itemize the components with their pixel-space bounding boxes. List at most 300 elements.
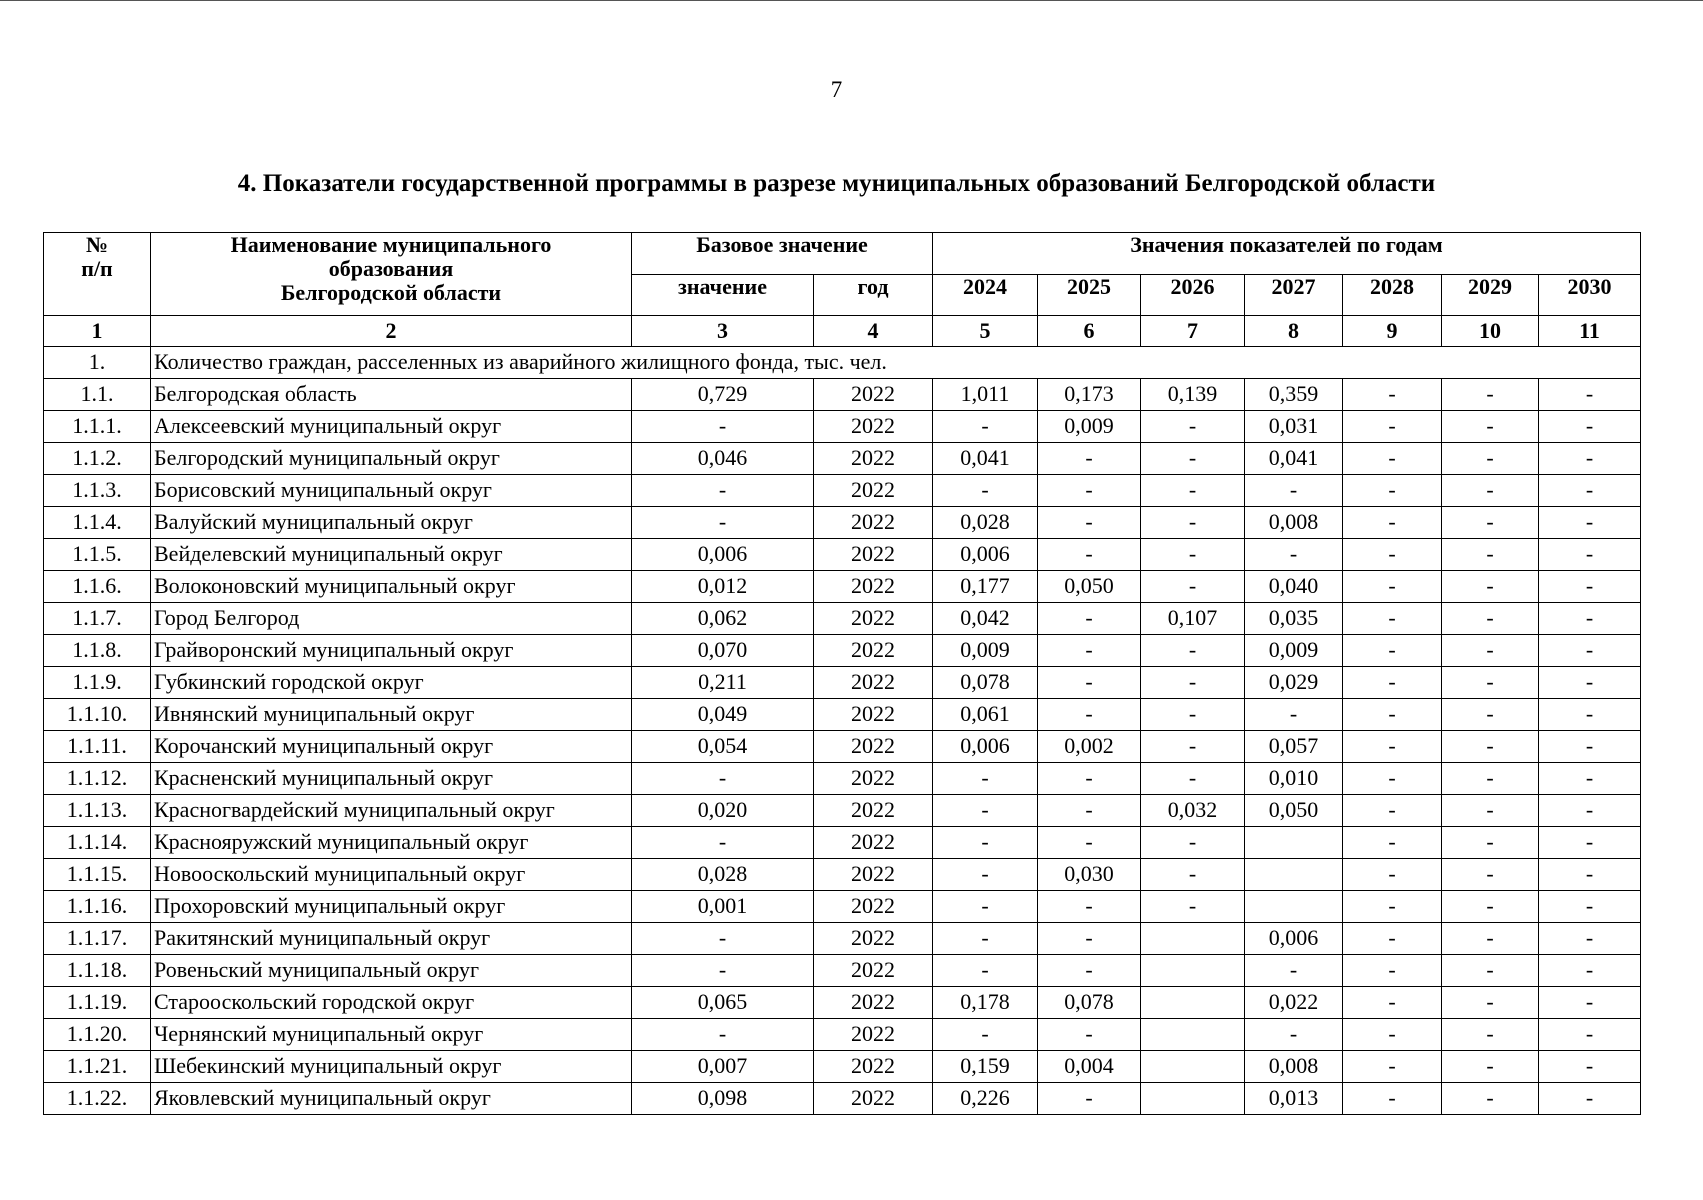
value-2028: -: [1343, 827, 1442, 859]
municipality-name: Шебекинский муниципальный округ: [151, 1051, 632, 1083]
value-2028: -: [1343, 699, 1442, 731]
value-2029: -: [1442, 763, 1539, 795]
section-label: Количество граждан, расселенных из аварийного жилищного фонда, тыс. чел.: [151, 347, 1641, 379]
row-number: 1.1.12.: [44, 763, 151, 795]
value-2029: -: [1442, 795, 1539, 827]
value-2025: 0,002: [1038, 731, 1141, 763]
value-2029: -: [1442, 1051, 1539, 1083]
value-2030: -: [1539, 827, 1641, 859]
value-2030: -: [1539, 987, 1641, 1019]
value-2024: 0,028: [933, 507, 1038, 539]
value-2026: -: [1141, 731, 1245, 763]
header-value: значение: [632, 274, 814, 316]
header-years-group: Значения показателей по годам: [933, 233, 1641, 275]
value-2027: 0,057: [1245, 731, 1343, 763]
value-2029: -: [1442, 1019, 1539, 1051]
value-2030: -: [1539, 603, 1641, 635]
row-number: 1.1.7.: [44, 603, 151, 635]
value-2028: -: [1343, 731, 1442, 763]
header-year-2027: 2027: [1245, 274, 1343, 316]
value-2024: 0,006: [933, 731, 1038, 763]
value-2026: -: [1141, 411, 1245, 443]
value-2028: -: [1343, 859, 1442, 891]
value-2030: -: [1539, 571, 1641, 603]
value-2025: -: [1038, 763, 1141, 795]
table-row: [44, 1019, 1641, 1051]
base-value: -: [632, 763, 814, 795]
value-2028: -: [1343, 539, 1442, 571]
municipality-name: Прохоровский муниципальный округ: [151, 891, 632, 923]
value-2024: -: [933, 763, 1038, 795]
table-row: [44, 667, 1641, 699]
header-year: год: [814, 274, 933, 316]
value-2029: -: [1442, 987, 1539, 1019]
value-2025: -: [1038, 923, 1141, 955]
row-number: 1.1.: [44, 379, 151, 411]
base-value: 0,054: [632, 731, 814, 763]
table-row: [44, 1083, 1641, 1115]
base-value: -: [632, 507, 814, 539]
value-2024: -: [933, 891, 1038, 923]
value-2030: -: [1539, 859, 1641, 891]
value-2027: 0,040: [1245, 571, 1343, 603]
value-2030: -: [1539, 1019, 1641, 1051]
municipality-name: Волоконовский муниципальный округ: [151, 571, 632, 603]
value-2027: 0,006: [1245, 923, 1343, 955]
header-year-2026: 2026: [1141, 274, 1245, 316]
table-row: [44, 795, 1641, 827]
value-2024: -: [933, 827, 1038, 859]
value-2026: [1141, 1083, 1245, 1115]
value-2026: -: [1141, 507, 1245, 539]
column-number-cell: 11: [1539, 316, 1641, 347]
value-2030: -: [1539, 1083, 1641, 1115]
value-2027: 0,041: [1245, 443, 1343, 475]
table-row: [44, 699, 1641, 731]
value-2030: -: [1539, 635, 1641, 667]
municipality-name: Новооскольский муниципальный округ: [151, 859, 632, 891]
value-2029: -: [1442, 603, 1539, 635]
value-2026: 0,032: [1141, 795, 1245, 827]
value-2029: -: [1442, 699, 1539, 731]
column-number-row: [44, 316, 1641, 347]
municipality-name: Ракитянский муниципальный округ: [151, 923, 632, 955]
base-value: -: [632, 955, 814, 987]
value-2029: -: [1442, 827, 1539, 859]
base-value: 0,049: [632, 699, 814, 731]
value-2029: -: [1442, 667, 1539, 699]
value-2026: -: [1141, 763, 1245, 795]
municipality-name: Губкинский городской округ: [151, 667, 632, 699]
row-number: 1.1.21.: [44, 1051, 151, 1083]
value-2027: 0,009: [1245, 635, 1343, 667]
value-2028: -: [1343, 379, 1442, 411]
value-2028: -: [1343, 635, 1442, 667]
row-number: 1.1.22.: [44, 1083, 151, 1115]
value-2028: -: [1343, 603, 1442, 635]
header-base: Базовое значение: [632, 233, 933, 275]
table-row: [44, 507, 1641, 539]
value-2029: -: [1442, 635, 1539, 667]
value-2029: -: [1442, 955, 1539, 987]
column-number-cell: 2: [151, 316, 632, 347]
municipality-name: Ровеньский муниципальный округ: [151, 955, 632, 987]
value-2024: -: [933, 411, 1038, 443]
table-row: [44, 955, 1641, 987]
value-2024: 0,178: [933, 987, 1038, 1019]
column-number-cell: 10: [1442, 316, 1539, 347]
row-number: 1.1.13.: [44, 795, 151, 827]
value-2024: -: [933, 1019, 1038, 1051]
municipality-name: Белгородский муниципальный округ: [151, 443, 632, 475]
value-2026: -: [1141, 443, 1245, 475]
value-2029: -: [1442, 571, 1539, 603]
base-year: 2022: [814, 571, 933, 603]
base-value: -: [632, 923, 814, 955]
value-2025: 0,050: [1038, 571, 1141, 603]
value-2027: -: [1245, 699, 1343, 731]
value-2027: 0,035: [1245, 603, 1343, 635]
table-row: [44, 891, 1641, 923]
value-2025: -: [1038, 1083, 1141, 1115]
value-2027: 0,008: [1245, 1051, 1343, 1083]
header-year-2025: 2025: [1038, 274, 1141, 316]
value-2030: -: [1539, 539, 1641, 571]
value-2025: 0,030: [1038, 859, 1141, 891]
municipality-name: Яковлевский муниципальный округ: [151, 1083, 632, 1115]
value-2027: 0,008: [1245, 507, 1343, 539]
municipality-name: Белгородская область: [151, 379, 632, 411]
value-2024: 0,042: [933, 603, 1038, 635]
table-row: [44, 763, 1641, 795]
base-value: -: [632, 411, 814, 443]
value-2025: 0,004: [1038, 1051, 1141, 1083]
value-2028: -: [1343, 507, 1442, 539]
value-2026: [1141, 1019, 1245, 1051]
table-row: [44, 987, 1641, 1019]
value-2029: -: [1442, 475, 1539, 507]
value-2024: 0,041: [933, 443, 1038, 475]
base-year: 2022: [814, 443, 933, 475]
base-year: 2022: [814, 1051, 933, 1083]
base-year: 2022: [814, 699, 933, 731]
base-value: 0,729: [632, 379, 814, 411]
value-2024: -: [933, 795, 1038, 827]
base-year: 2022: [814, 635, 933, 667]
value-2028: -: [1343, 667, 1442, 699]
row-number: 1.1.17.: [44, 923, 151, 955]
row-number: 1.1.8.: [44, 635, 151, 667]
base-value: 0,098: [632, 1083, 814, 1115]
base-value: 0,062: [632, 603, 814, 635]
value-2025: 0,009: [1038, 411, 1141, 443]
value-2030: -: [1539, 507, 1641, 539]
value-2024: 0,061: [933, 699, 1038, 731]
value-2027: -: [1245, 1019, 1343, 1051]
value-2027: -: [1245, 955, 1343, 987]
value-2030: -: [1539, 475, 1641, 507]
table-row: [44, 443, 1641, 475]
value-2028: -: [1343, 955, 1442, 987]
value-2029: -: [1442, 731, 1539, 763]
value-2025: -: [1038, 443, 1141, 475]
base-value: 0,020: [632, 795, 814, 827]
value-2030: -: [1539, 891, 1641, 923]
row-number: 1.1.18.: [44, 955, 151, 987]
value-2026: [1141, 1051, 1245, 1083]
header-row-1: [44, 233, 1641, 275]
municipality-name: Вейделевский муниципальный округ: [151, 539, 632, 571]
value-2024: 0,159: [933, 1051, 1038, 1083]
municipality-name: Красненский муниципальный округ: [151, 763, 632, 795]
table-body: [44, 347, 1641, 1115]
value-2027: 0,013: [1245, 1083, 1343, 1115]
header-no: № п/п: [44, 233, 151, 316]
base-year: 2022: [814, 475, 933, 507]
column-number-cell: 9: [1343, 316, 1442, 347]
value-2027: [1245, 891, 1343, 923]
value-2026: 0,107: [1141, 603, 1245, 635]
page-title: 4. Показатели государственной программы в разрезе муниципальных образований Белгородской области: [237, 170, 1436, 197]
header-year-2029: 2029: [1442, 274, 1539, 316]
value-2028: -: [1343, 443, 1442, 475]
section-row: [44, 347, 1641, 379]
value-2028: -: [1343, 1019, 1442, 1051]
value-2025: -: [1038, 635, 1141, 667]
table-row: [44, 475, 1641, 507]
row-number: 1.1.9.: [44, 667, 151, 699]
column-number-cell: 7: [1141, 316, 1245, 347]
value-2026: 0,139: [1141, 379, 1245, 411]
base-value: 0,028: [632, 859, 814, 891]
value-2027: -: [1245, 475, 1343, 507]
value-2028: -: [1343, 795, 1442, 827]
table-row: [44, 635, 1641, 667]
column-number-cell: 5: [933, 316, 1038, 347]
value-2024: 0,009: [933, 635, 1038, 667]
base-year: 2022: [814, 379, 933, 411]
value-2030: -: [1539, 667, 1641, 699]
value-2025: -: [1038, 667, 1141, 699]
table-row: [44, 379, 1641, 411]
base-year: 2022: [814, 987, 933, 1019]
row-number: 1.1.1.: [44, 411, 151, 443]
value-2030: -: [1539, 923, 1641, 955]
value-2026: -: [1141, 827, 1245, 859]
base-value: 0,012: [632, 571, 814, 603]
value-2025: -: [1038, 603, 1141, 635]
base-year: 2022: [814, 1019, 933, 1051]
value-2026: -: [1141, 859, 1245, 891]
value-2027: 0,050: [1245, 795, 1343, 827]
municipality-name: Чернянский муниципальный округ: [151, 1019, 632, 1051]
value-2024: 0,177: [933, 571, 1038, 603]
table-row: [44, 859, 1641, 891]
value-2028: -: [1343, 987, 1442, 1019]
municipality-name: Краснояружский муниципальный округ: [151, 827, 632, 859]
value-2029: -: [1442, 891, 1539, 923]
header-year-2030: 2030: [1539, 274, 1641, 316]
value-2026: -: [1141, 475, 1245, 507]
base-value: 0,007: [632, 1051, 814, 1083]
value-2026: -: [1141, 571, 1245, 603]
table-row: [44, 923, 1641, 955]
value-2028: -: [1343, 411, 1442, 443]
base-year: 2022: [814, 795, 933, 827]
base-year: 2022: [814, 763, 933, 795]
value-2027: 0,010: [1245, 763, 1343, 795]
value-2025: 0,173: [1038, 379, 1141, 411]
base-value: 0,001: [632, 891, 814, 923]
base-year: 2022: [814, 539, 933, 571]
base-year: 2022: [814, 923, 933, 955]
value-2028: -: [1343, 1083, 1442, 1115]
column-number-cell: 4: [814, 316, 933, 347]
header-name: Наименование муниципального образования Белгородской области: [151, 233, 632, 316]
municipality-name: Старооскольский городской округ: [151, 987, 632, 1019]
value-2026: -: [1141, 539, 1245, 571]
value-2028: -: [1343, 923, 1442, 955]
column-number-cell: 6: [1038, 316, 1141, 347]
value-2029: -: [1442, 411, 1539, 443]
value-2029: -: [1442, 859, 1539, 891]
column-number-cell: 3: [632, 316, 814, 347]
table-row: [44, 539, 1641, 571]
value-2025: -: [1038, 827, 1141, 859]
table-row: [44, 827, 1641, 859]
table-row: [44, 571, 1641, 603]
value-2026: -: [1141, 891, 1245, 923]
value-2025: -: [1038, 891, 1141, 923]
municipality-name: Красногвардейский муниципальный округ: [151, 795, 632, 827]
header-year-2028: 2028: [1343, 274, 1442, 316]
base-year: 2022: [814, 411, 933, 443]
base-year: 2022: [814, 731, 933, 763]
value-2028: -: [1343, 1051, 1442, 1083]
value-2030: -: [1539, 763, 1641, 795]
municipality-name: Борисовский муниципальный округ: [151, 475, 632, 507]
header-year-2024: 2024: [933, 274, 1038, 316]
value-2025: 0,078: [1038, 987, 1141, 1019]
section-number: 1.: [44, 347, 151, 379]
indicators-table: [43, 232, 1641, 1115]
value-2030: -: [1539, 699, 1641, 731]
value-2025: -: [1038, 475, 1141, 507]
base-value: -: [632, 827, 814, 859]
row-number: 1.1.3.: [44, 475, 151, 507]
municipality-name: Алексеевский муниципальный округ: [151, 411, 632, 443]
base-year: 2022: [814, 891, 933, 923]
value-2030: -: [1539, 731, 1641, 763]
value-2025: -: [1038, 795, 1141, 827]
municipality-name: Корочанский муниципальный округ: [151, 731, 632, 763]
base-value: -: [632, 475, 814, 507]
value-2028: -: [1343, 763, 1442, 795]
base-value: 0,046: [632, 443, 814, 475]
value-2024: -: [933, 475, 1038, 507]
value-2024: 0,226: [933, 1083, 1038, 1115]
row-number: 1.1.16.: [44, 891, 151, 923]
value-2026: [1141, 987, 1245, 1019]
value-2027: 0,029: [1245, 667, 1343, 699]
value-2025: -: [1038, 507, 1141, 539]
row-number: 1.1.6.: [44, 571, 151, 603]
value-2024: -: [933, 955, 1038, 987]
row-number: 1.1.2.: [44, 443, 151, 475]
value-2028: -: [1343, 475, 1442, 507]
value-2029: -: [1442, 1083, 1539, 1115]
row-number: 1.1.20.: [44, 1019, 151, 1051]
row-number: 1.1.5.: [44, 539, 151, 571]
value-2024: 1,011: [933, 379, 1038, 411]
municipality-name: Ивнянский муниципальный округ: [151, 699, 632, 731]
table-row: [44, 411, 1641, 443]
row-number: 1.1.14.: [44, 827, 151, 859]
table-row: [44, 731, 1641, 763]
value-2030: -: [1539, 795, 1641, 827]
base-value: 0,065: [632, 987, 814, 1019]
base-value: 0,006: [632, 539, 814, 571]
value-2028: -: [1343, 571, 1442, 603]
value-2025: -: [1038, 699, 1141, 731]
value-2027: [1245, 859, 1343, 891]
page-number: 7: [830, 77, 843, 102]
value-2024: 0,006: [933, 539, 1038, 571]
value-2024: -: [933, 923, 1038, 955]
row-number: 1.1.19.: [44, 987, 151, 1019]
table-row: [44, 1051, 1641, 1083]
base-year: 2022: [814, 955, 933, 987]
value-2029: -: [1442, 539, 1539, 571]
row-number: 1.1.4.: [44, 507, 151, 539]
base-year: 2022: [814, 603, 933, 635]
value-2030: -: [1539, 379, 1641, 411]
value-2026: [1141, 923, 1245, 955]
value-2027: 0,359: [1245, 379, 1343, 411]
base-year: 2022: [814, 827, 933, 859]
value-2029: -: [1442, 379, 1539, 411]
row-number: 1.1.10.: [44, 699, 151, 731]
value-2029: -: [1442, 443, 1539, 475]
base-value: 0,211: [632, 667, 814, 699]
base-value: -: [632, 1019, 814, 1051]
row-number: 1.1.11.: [44, 731, 151, 763]
value-2025: -: [1038, 955, 1141, 987]
base-year: 2022: [814, 507, 933, 539]
value-2030: -: [1539, 1051, 1641, 1083]
value-2027: 0,031: [1245, 411, 1343, 443]
municipality-name: Валуйский муниципальный округ: [151, 507, 632, 539]
value-2027: 0,022: [1245, 987, 1343, 1019]
value-2024: -: [933, 859, 1038, 891]
row-number: 1.1.15.: [44, 859, 151, 891]
base-year: 2022: [814, 859, 933, 891]
column-number-cell: 8: [1245, 316, 1343, 347]
value-2025: -: [1038, 1019, 1141, 1051]
value-2026: -: [1141, 699, 1245, 731]
page-top-edge: [0, 0, 1703, 1]
value-2030: -: [1539, 411, 1641, 443]
value-2025: -: [1038, 539, 1141, 571]
value-2024: 0,078: [933, 667, 1038, 699]
value-2029: -: [1442, 507, 1539, 539]
base-year: 2022: [814, 1083, 933, 1115]
value-2027: [1245, 827, 1343, 859]
value-2029: -: [1442, 923, 1539, 955]
value-2026: [1141, 955, 1245, 987]
value-2028: -: [1343, 891, 1442, 923]
base-year: 2022: [814, 667, 933, 699]
